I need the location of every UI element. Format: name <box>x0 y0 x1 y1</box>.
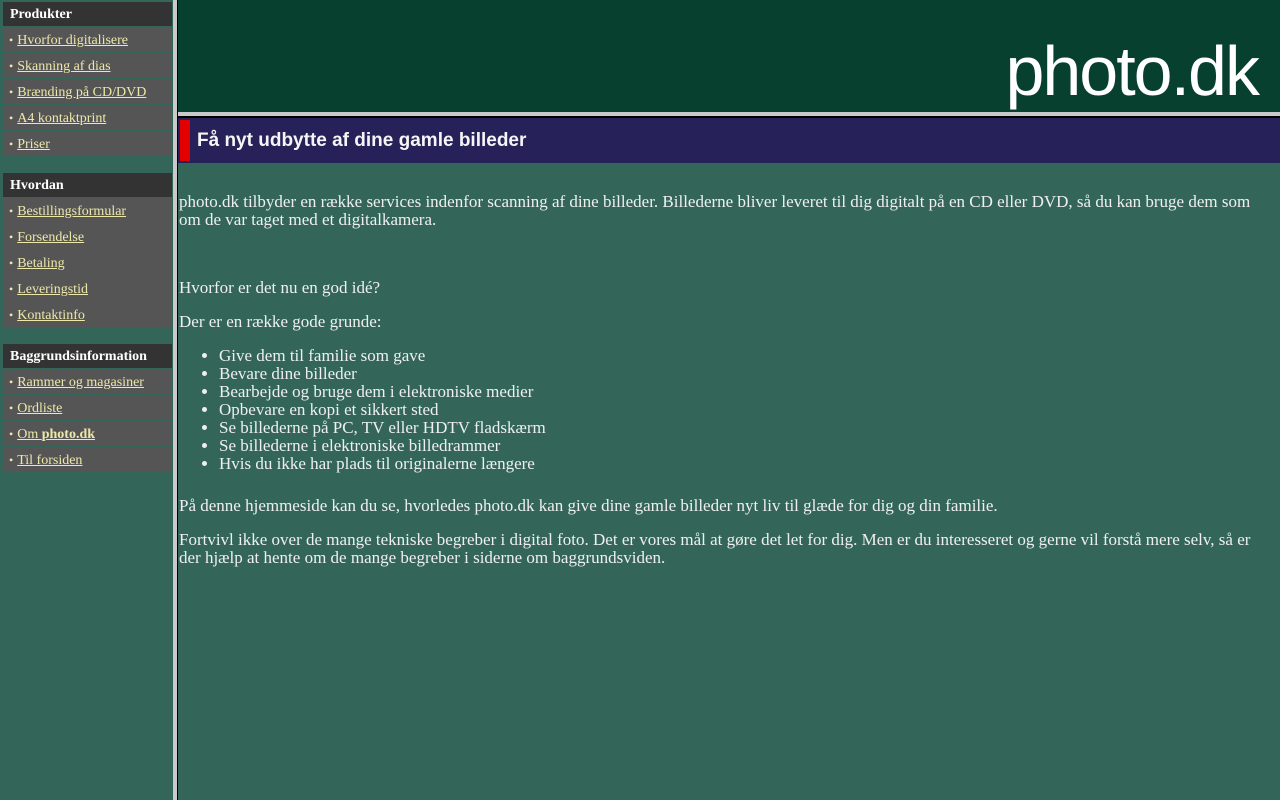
bullet-icon: • <box>9 111 14 125</box>
sidebar-item-leveringstid <box>3 276 172 302</box>
closing-paragraph-1: På denne hjemmeside kan du se, hvorledes photo.dk kan give dine gamle billeder nyt liv til glæde for dig og din familie. <box>179 496 998 515</box>
sidebar-section-title: Produkter <box>3 2 172 27</box>
main-content <box>178 0 1280 800</box>
reasons-intro-paragraph: Der er en række gode grunde: <box>179 312 382 331</box>
bullet-icon: • <box>9 204 14 218</box>
reason-item: • Bevare dine billeder <box>219 365 1256 383</box>
reason-item: • Se billederne på PC, TV eller HDTV fladskærm <box>219 419 1256 437</box>
bullet-icon: • <box>9 33 14 47</box>
sidebar-link-forsendelse[interactable]: Forsendelse <box>17 230 85 245</box>
page-title: Få nyt udbytte af dine gamle billeder <box>197 129 527 151</box>
sidebar-link-hvorfor-digitalisere[interactable]: Hvorfor digitalisere <box>17 33 128 48</box>
sidebar-item-bestillingsformular <box>3 198 172 224</box>
sidebar-item-skanning-af-dias <box>3 53 172 79</box>
sidebar-item-om-photo-dk <box>3 421 172 447</box>
sidebar-section-baggrundsinformation <box>3 344 172 473</box>
sidebar-link-braending-pa-cd-dvd[interactable]: Brænding på CD/DVD <box>17 85 147 100</box>
bullet-icon: • <box>9 256 14 270</box>
bullet-icon: • <box>9 375 14 389</box>
reason-item: • Give dem til familie som gave <box>219 347 1256 365</box>
sidebar-item-betaling <box>3 250 172 276</box>
red-accent-block <box>180 120 190 161</box>
sidebar-item-a4-kontaktprint <box>3 105 172 131</box>
reason-item: • Hvis du ikke har plads til originalerne længere <box>219 455 1256 473</box>
sidebar-item-hvorfor-digitalisere <box>3 27 172 53</box>
site-logo: photo.dk <box>1005 32 1258 110</box>
sidebar-link-kontaktinfo[interactable]: Kontaktinfo <box>17 308 85 323</box>
page-body <box>178 163 1280 567</box>
bullet-icon: • <box>9 137 14 151</box>
bullet-icon: • <box>9 427 14 441</box>
bullet-icon: • <box>9 282 14 296</box>
sidebar-item-braending-pa-cd-dvd <box>3 79 172 105</box>
bullet-icon: • <box>9 59 14 73</box>
sidebar-link-rammer-og-magasiner[interactable]: Rammer og magasiner <box>17 375 144 390</box>
reason-item: • Bearbejde og bruge dem i elektroniske medier <box>219 383 1256 401</box>
sidebar-link-priser[interactable]: Priser <box>17 137 50 152</box>
bullet-icon: • <box>9 230 14 244</box>
closing-paragraph-2: Fortvivl ikke over de mange tekniske begreber i digital foto. Det er vores mål at gøre det let for dig. Men er du interesseret og gerne vil forstå mere selv, så er der hjælp at hente om de mange begreber i siderne om baggrundsviden. <box>179 530 1251 567</box>
sidebar-link-om-photo-dk[interactable]: Om photo.dk <box>17 427 96 442</box>
sidebar-section-title: Baggrundsinformation <box>3 344 172 369</box>
question-paragraph: Hvorfor er det nu en god idé? <box>179 278 381 297</box>
bullet-icon: • <box>9 308 14 322</box>
bullet-icon: • <box>9 85 14 99</box>
reason-item: • Se billederne i elektroniske billedrammer <box>219 437 1256 455</box>
reason-item: • Opbevare en kopi et sikkert sted <box>219 401 1256 419</box>
sidebar-item-kontaktinfo <box>3 302 172 328</box>
sidebar-item-ordliste <box>3 395 172 421</box>
sidebar-link-skanning-af-dias[interactable]: Skanning af dias <box>17 59 111 74</box>
sidebar-item-priser <box>3 131 172 157</box>
sidebar-section-title: Hvordan <box>3 173 172 198</box>
sidebar-section-produkter <box>3 2 172 157</box>
sidebar-link-leveringstid[interactable]: Leveringstid <box>17 282 88 297</box>
sidebar-item-til-forsiden <box>3 447 172 473</box>
sidebar-link-bestillingsformular[interactable]: Bestillingsformular <box>17 204 127 219</box>
reasons-list <box>179 347 1256 473</box>
blank-spacer <box>179 245 1256 263</box>
page-titlebar <box>178 118 1280 163</box>
sidebar-item-rammer-og-magasiner <box>3 369 172 395</box>
bullet-icon: • <box>9 401 14 415</box>
sidebar-link-til-forsiden[interactable]: Til forsiden <box>17 453 83 468</box>
sidebar-section-hvordan <box>3 173 172 328</box>
header-banner <box>178 0 1280 116</box>
bullet-icon: • <box>9 453 14 467</box>
intro-paragraph: photo.dk tilbyder en række services indenfor scanning af dine billeder. Billederne bliver leveret til dig digitalt på en CD eller DVD, så du kan bruge dem som om de var taget med et digitalkamera. <box>179 192 1251 229</box>
sidebar <box>0 0 173 800</box>
sidebar-link-betaling[interactable]: Betaling <box>17 256 65 271</box>
sidebar-link-ordliste[interactable]: Ordliste <box>17 401 63 416</box>
sidebar-item-forsendelse <box>3 224 172 250</box>
sidebar-link-a4-kontaktprint[interactable]: A4 kontaktprint <box>17 111 107 126</box>
